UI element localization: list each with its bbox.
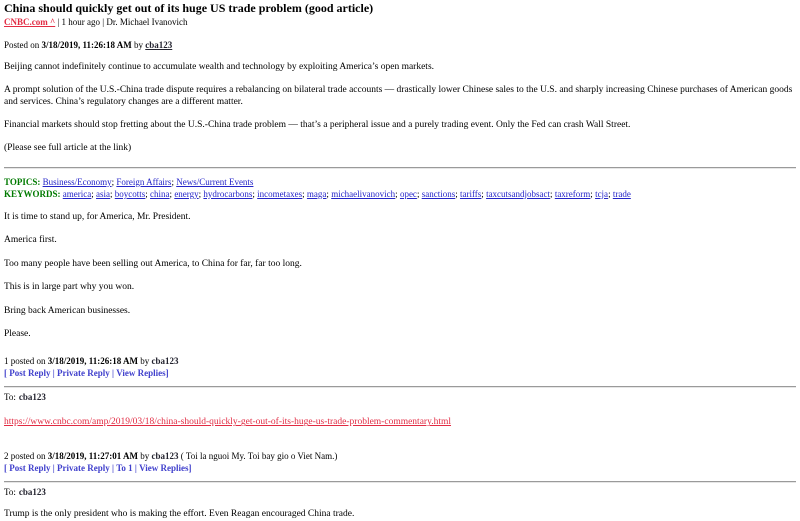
source-line bbox=[4, 17, 796, 27]
keyword-link[interactable]: taxreform ; bbox=[555, 189, 595, 199]
keywords-line bbox=[4, 188, 796, 200]
post1-author-link[interactable]: cba123 bbox=[151, 356, 179, 367]
post1-datetime: 3/18/2019, 11:26:18 AM bbox=[47, 356, 138, 367]
comment-paragraph: Too many people have been selling out America, to China for far, far too long. bbox=[4, 258, 302, 269]
source-link[interactable]: CNBC.com ^ bbox=[4, 16, 56, 27]
post2-datetime: 3/18/2019, 11:27:01 AM bbox=[47, 451, 138, 462]
topic-link[interactable]: News/Current Events bbox=[176, 176, 254, 187]
posted-datetime: 3/18/2019, 11:26:18 AM bbox=[41, 39, 132, 50]
keyword-link[interactable]: china ; bbox=[150, 189, 174, 199]
to-label: To: bbox=[4, 392, 16, 403]
private-reply-link[interactable]: | Private Reply bbox=[51, 463, 110, 473]
comment-paragraph: Bring back American businesses. bbox=[4, 305, 131, 316]
reply2-to-user-link[interactable]: cba123 bbox=[18, 392, 46, 403]
reply2-to-line bbox=[4, 392, 796, 402]
keywords-label: KEYWORDS: bbox=[4, 188, 61, 199]
by-text: by bbox=[131, 39, 146, 50]
keyword-link[interactable]: taxcutsandjobsact ; bbox=[486, 189, 555, 199]
comment-paragraph: It is time to stand up, for America, Mr. President. bbox=[4, 212, 191, 223]
comment-paragraph: This is in large part why you won. bbox=[4, 282, 135, 293]
topics-links bbox=[43, 177, 254, 187]
view-replies-link[interactable]: | View Replies bbox=[110, 368, 166, 378]
keyword-link[interactable]: asia ; bbox=[96, 189, 115, 199]
article-paragraph: (Please see full article at the link) bbox=[4, 143, 132, 154]
keyword-link[interactable]: opec ; bbox=[400, 189, 422, 199]
post2-author-link[interactable]: cba123 bbox=[151, 451, 179, 462]
keyword-link[interactable]: boycotts ; bbox=[115, 189, 150, 199]
topic-link[interactable]: Business/Economy ; bbox=[43, 177, 117, 187]
view-replies-link[interactable]: | View Replies bbox=[133, 463, 189, 473]
post1-footer bbox=[4, 356, 796, 366]
section-divider bbox=[4, 167, 796, 169]
post-separator bbox=[4, 481, 796, 483]
author-tagline: ( Toi la nguoi My. Toi bay gio o Viet Nam.) bbox=[178, 451, 338, 462]
topic-link[interactable]: Foreign Affairs ; bbox=[116, 177, 176, 187]
post1-reply-links bbox=[4, 368, 796, 378]
post2-reply-links bbox=[4, 463, 796, 473]
topics-label: TOPICS: bbox=[4, 176, 41, 187]
poster-link[interactable]: cba123 bbox=[145, 39, 173, 50]
by-text: by bbox=[138, 451, 152, 462]
article-paragraph: A prompt solution of the U.S.-China trade dispute requires a rebalancing on bilateral trade accounts — drastically lower Chinese sales to the U.S. and sharply increasing Chinese purchases of American goods and services. China’s regulatory changes are a different matter. bbox=[4, 85, 793, 107]
reply3-to-user-link[interactable]: cba123 bbox=[18, 487, 46, 498]
to-1-link[interactable]: | To 1 bbox=[110, 463, 133, 473]
article-title: China should quickly get out of its huge US trade problem (good article) bbox=[4, 1, 374, 15]
posted-on-text: posted on bbox=[8, 356, 48, 367]
post-number-link[interactable]: 1 bbox=[4, 356, 9, 367]
keyword-link[interactable]: incometaxes ; bbox=[257, 189, 307, 199]
private-reply-link[interactable]: | Private Reply bbox=[51, 368, 110, 378]
keyword-link[interactable]: trade bbox=[612, 188, 631, 199]
to-label: To: bbox=[4, 487, 16, 498]
keyword-link[interactable]: tcja ; bbox=[595, 189, 613, 199]
reply3-body: Trump is the only president who is making the effort. Even Reagan encouraged China trade. bbox=[4, 509, 355, 520]
keyword-links bbox=[63, 189, 631, 199]
keyword-link[interactable]: maga ; bbox=[307, 189, 331, 199]
keyword-link[interactable]: hydrocarbons ; bbox=[203, 189, 257, 199]
keyword-link[interactable]: sanctions ; bbox=[422, 189, 460, 199]
keyword-link[interactable]: america ; bbox=[63, 189, 96, 199]
post-reply-link[interactable]: Post Reply bbox=[9, 463, 51, 474]
article-paragraph: Beijing cannot indefinitely continue to accumulate wealth and technology by exploiting America’s open markets. bbox=[4, 61, 435, 72]
post-number-link[interactable]: 2 bbox=[4, 451, 9, 462]
reply2-article-url-link[interactable]: https://www.cnbc.com/amp/2019/03/18/china-should-quickly-get-out-of-its-huge-us-trade-problem-commentary.html bbox=[4, 417, 452, 428]
topics-line bbox=[4, 176, 796, 188]
reply3-to-line bbox=[4, 487, 796, 497]
keyword-link[interactable]: michaelivanovich ; bbox=[331, 189, 400, 199]
by-text: by bbox=[138, 356, 152, 367]
keyword-link[interactable]: energy ; bbox=[174, 189, 203, 199]
post2-footer bbox=[4, 451, 796, 461]
post-separator bbox=[4, 386, 796, 388]
comment-paragraph: Please. bbox=[4, 328, 31, 339]
comment-paragraph: America first. bbox=[4, 235, 57, 246]
keyword-link[interactable]: tariffs ; bbox=[460, 189, 486, 199]
posted-prefix: Posted on bbox=[4, 39, 42, 50]
post-reply-link[interactable]: Post Reply bbox=[9, 368, 51, 379]
article-paragraph: Financial markets should stop fretting about the U.S.-China trade problem — that’s a peripheral issue and a purely trading event. Only the Fed can crash Wall Street. bbox=[4, 119, 631, 130]
posted-on-text: posted on bbox=[8, 451, 48, 462]
source-meta: | 1 hour ago | Dr. Michael Ivanovich bbox=[55, 16, 188, 27]
posted-header bbox=[4, 40, 796, 50]
